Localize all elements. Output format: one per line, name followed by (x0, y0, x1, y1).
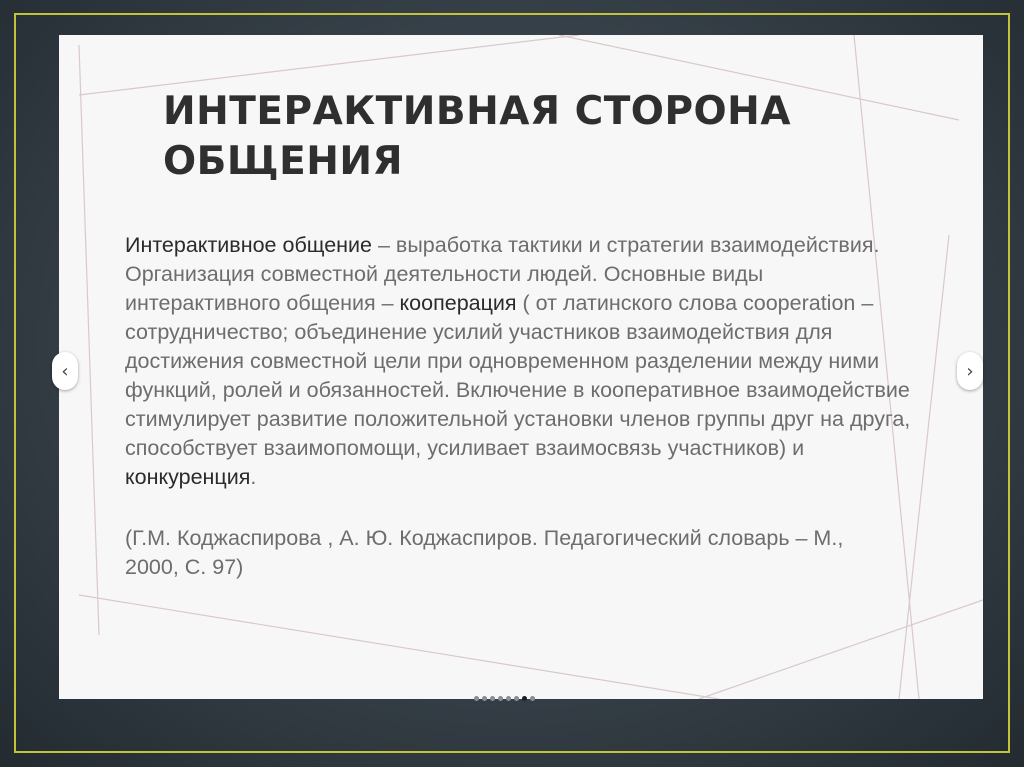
pagination-dot-4[interactable] (498, 696, 503, 701)
next-slide-button[interactable] (957, 352, 983, 390)
pagination-dot-2[interactable] (482, 696, 487, 701)
term-cooperation: кооперация (399, 291, 517, 315)
slide-title-line-2: ОБЩЕНИЯ (163, 139, 404, 184)
term-interactive-communication: Интерактивное общение (125, 233, 373, 257)
paragraph-text-part-3: . (250, 465, 257, 489)
pagination-dot-5[interactable] (506, 696, 511, 701)
slide-body-paragraph (125, 231, 915, 492)
chevron-left-icon: ‹ (61, 360, 69, 382)
pagination-dot-3[interactable] (490, 696, 495, 701)
chevron-right-icon: › (966, 360, 974, 382)
paragraph-text-part-1: – выработка тактики и стратегии взаимодействия. Организация совместной деятельности людей. Основные виды интерактивного общения – (125, 233, 880, 315)
slide-title-line-1: ИНТЕРАКТИВНАЯ СТОРОНА (163, 89, 792, 134)
slide-title (163, 87, 863, 187)
paragraph-text-part-2: ( от латинского слова cooperation – сотрудничество; объединение усилий участников взаимодействия для достижения совместной цели при одновременном разделении между ними функций, ролей и обязанностей. Включение в кооперативное взаимодействие стимулирует развитие положительной установки членов группы друг на друга, способствует взаимопомощи, усиливает взаимосвязь участников) и (125, 291, 911, 460)
slide-citation: (Г.М. Коджаспирова , А. Ю. Коджаспиров. Педагогический словарь – М., 2000, С. 97) (125, 526, 844, 579)
pagination-dot-1[interactable] (474, 696, 479, 701)
pagination-dot-6[interactable] (514, 696, 519, 701)
slide-pagination-dots (474, 696, 535, 701)
prev-slide-button[interactable] (52, 352, 78, 390)
slide-canvas (59, 35, 983, 699)
term-competition: конкуренция (125, 465, 251, 489)
pagination-dot-7[interactable] (522, 696, 527, 701)
pagination-dot-8[interactable] (530, 696, 535, 701)
